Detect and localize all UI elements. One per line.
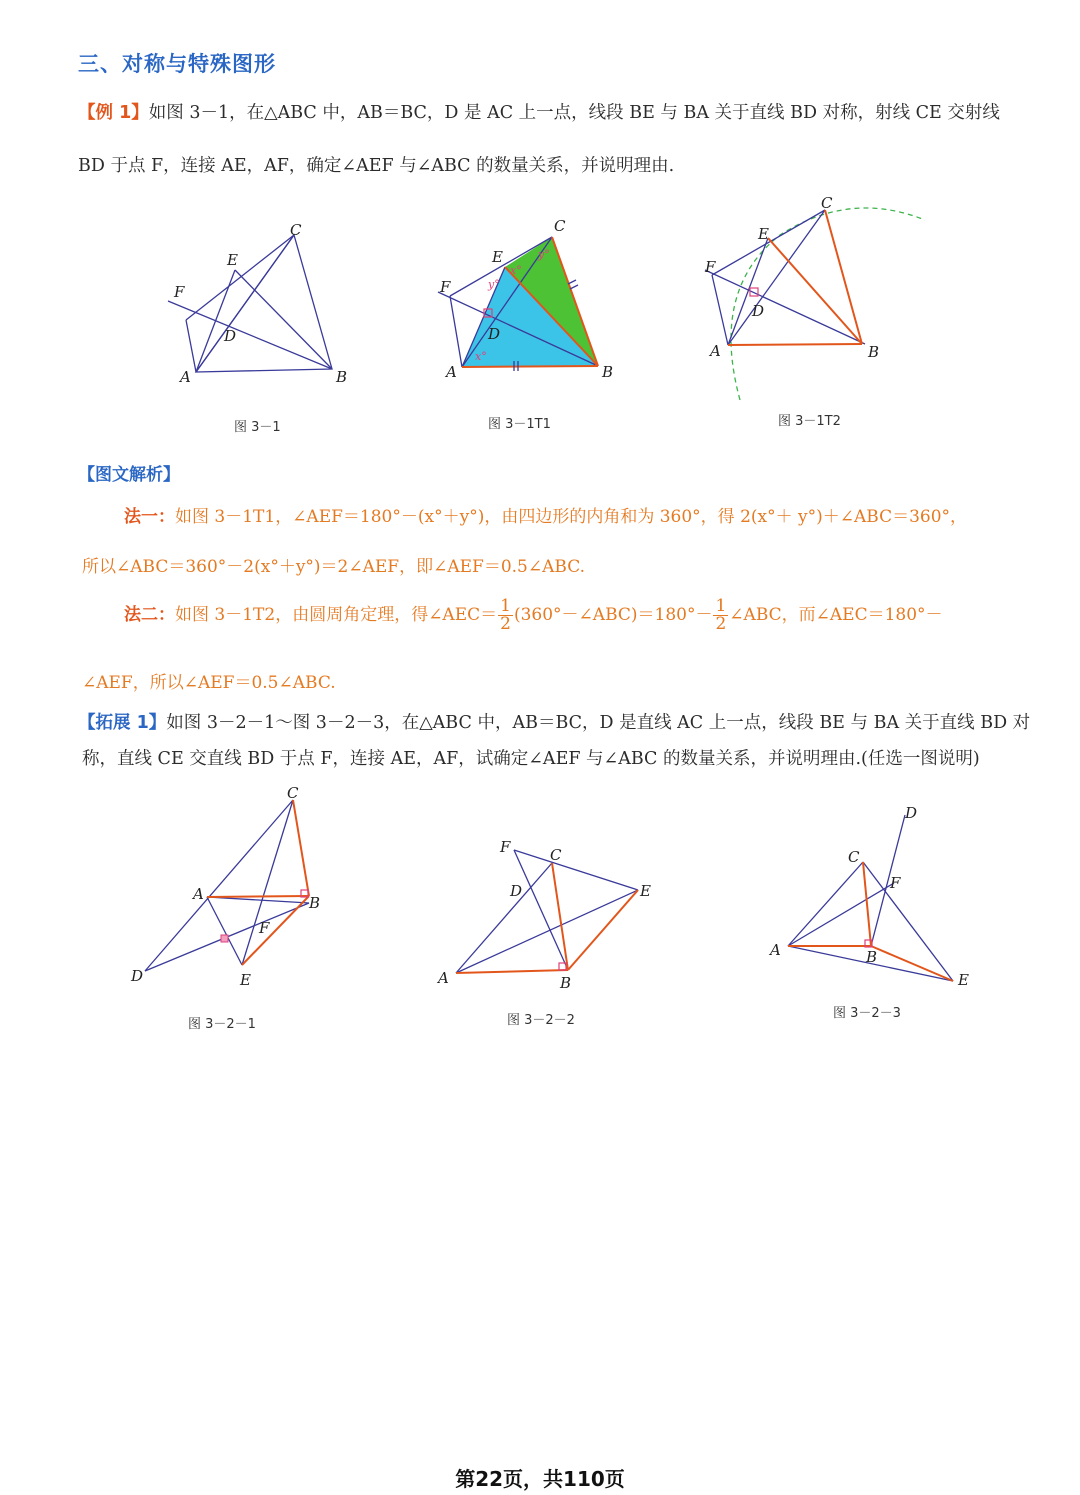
- label-d: D: [905, 804, 918, 822]
- label-e: E: [958, 971, 969, 989]
- extension-tag: 【拓展 1】: [78, 713, 167, 733]
- label-f: F: [259, 919, 270, 937]
- label-c: C: [550, 846, 562, 864]
- extension-text-1: 如图 3－2－1～图 3－2－3，在△ABC 中，AB＝BC，D 是直线 AC 上一点，线段 BE 与 BA 关于直线 BD 对: [166, 713, 1031, 733]
- label-a: A: [710, 342, 721, 360]
- example-line-2: BD 于点 F，连接 AE，AF，确定∠AEF 与∠ABC 的数量关系，并说明理由.: [78, 156, 675, 176]
- example-line-1: [78, 100, 1000, 126]
- caption-3-2-1: 图 3－2－1: [188, 1017, 256, 1032]
- triangle-abc: [196, 235, 332, 372]
- angle-y-1: y°: [488, 278, 500, 291]
- method1-label: 法一：: [124, 507, 175, 527]
- label-b: B: [868, 343, 880, 361]
- method1-text-1: 如图 3－1T1，∠AEF＝180°－(x°＋y°)，由四边形的内角和为 360°，得 2(x°＋ y°)＋∠ABC＝360°，: [175, 507, 968, 527]
- method1-line-2: 所以∠ABC＝360°－2(x°＋y°)＝2∠AEF，即∠AEF＝0.5∠ABC.: [82, 557, 585, 577]
- label-f: F: [440, 278, 451, 296]
- label-b: B: [336, 368, 348, 386]
- angle-x-2: x°: [510, 264, 522, 277]
- extension-line-1: [78, 710, 1030, 736]
- method2-line-2: ∠AEF，所以∠AEF＝0.5∠ABC.: [82, 673, 336, 693]
- page-footer: 第22页，共110页: [455, 1467, 625, 1491]
- label-f: F: [705, 258, 716, 276]
- caption-3-1t2: 图 3－1T2: [778, 414, 841, 429]
- caption-3-1t1: 图 3－1T1: [488, 417, 551, 432]
- label-b: B: [560, 974, 572, 992]
- method2-label: 法二：: [124, 605, 175, 625]
- label-b: B: [866, 948, 878, 966]
- label-a: A: [438, 969, 449, 987]
- extension-line-2: 称，直线 CE 交直线 BD 于点 F，连接 AE，AF，试确定∠AEF 与∠ABC 的数量关系，并说明理由.(任选一图说明): [82, 749, 980, 769]
- label-a: A: [770, 941, 781, 959]
- example-text-1: 如图 3－1，在△ABC 中，AB＝BC，D 是 AC 上一点，线段 BE 与 BA 关于直线 BD 对称，射线 CE 交射线: [148, 103, 1000, 123]
- method2-text-3: ∠ABC，而∠AEC＝180°－: [729, 605, 943, 625]
- example-tag: 【例 1】: [78, 103, 149, 123]
- label-d: D: [488, 325, 501, 343]
- label-a: A: [193, 885, 204, 903]
- label-d: D: [131, 967, 144, 985]
- figure-3-1: [160, 215, 360, 395]
- label-f: F: [174, 283, 185, 301]
- figure-3-2-1: [125, 785, 335, 995]
- angle-x-1: x°: [475, 350, 487, 363]
- label-e: E: [240, 971, 251, 989]
- label-c: C: [290, 221, 302, 239]
- caption-3-2-2: 图 3－2－2: [507, 1013, 575, 1028]
- label-a: A: [446, 363, 457, 381]
- label-d: D: [510, 882, 523, 900]
- label-c: C: [287, 785, 299, 802]
- label-e: E: [492, 248, 503, 266]
- label-b: B: [602, 363, 614, 381]
- caption-3-1: 图 3－1: [234, 420, 281, 435]
- figure-3-1t2: [700, 190, 940, 405]
- method2-text-2: (360°－∠ABC)＝180°－: [513, 605, 713, 625]
- label-c: C: [848, 848, 860, 866]
- fraction-half-1: $\frac{1}{2}$: [500, 596, 511, 634]
- caption-3-2-3: 图 3－2－3: [833, 1006, 901, 1021]
- label-d: D: [752, 302, 765, 320]
- figure-3-1t1: [430, 210, 630, 390]
- label-e: E: [227, 251, 238, 269]
- label-e: E: [640, 882, 651, 900]
- label-a: A: [180, 368, 191, 386]
- method2-line-1: [124, 598, 943, 633]
- label-c: C: [821, 194, 833, 212]
- label-d: D: [224, 327, 237, 345]
- analysis-tag: 【图文解析】: [78, 465, 180, 485]
- label-c: C: [554, 217, 566, 235]
- fraction-half-2: $\frac{1}{2}$: [715, 596, 727, 634]
- section-title: 三、对称与特殊图形: [78, 52, 276, 76]
- label-b: B: [309, 894, 321, 912]
- angle-y-2: y°: [538, 248, 550, 261]
- method1-line-1: [124, 502, 967, 527]
- label-e: E: [758, 225, 769, 243]
- figure-3-2-3: [760, 800, 990, 1000]
- figure-3-2-2: [430, 830, 670, 1000]
- label-f: F: [890, 874, 901, 892]
- method2-text-1: 如图 3－1T2，由圆周角定理，得∠AEC＝: [175, 605, 498, 625]
- label-f: F: [500, 838, 511, 856]
- right-angle-mark-2: [221, 935, 228, 942]
